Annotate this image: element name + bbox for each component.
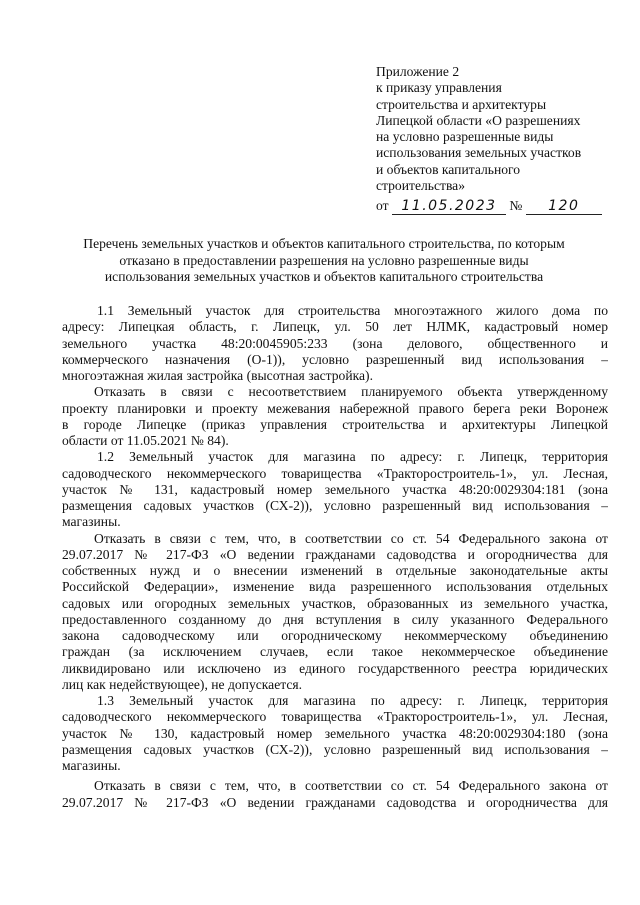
appendix-line: Липецкой области «О разрешениях bbox=[376, 112, 581, 128]
text-line: 29.07.2017 № 217-ФЗ «О ведении гражданами садоводства и огородничества для bbox=[62, 794, 608, 810]
appendix-line: Приложение 2 bbox=[376, 64, 460, 79]
document-body bbox=[62, 303, 608, 811]
text-line: области от 11.05.2021 № 84). bbox=[62, 433, 229, 448]
appendix-line: на условно разрешенные виды bbox=[376, 129, 554, 145]
text-line: земельного участка 48:20:0045905:233 (зона делового, общественного и bbox=[62, 335, 608, 351]
text-line: граждан (за исключением случаев, если такое некоммерческое объединение bbox=[62, 644, 608, 660]
text-line: 1.2 Земельный участок для магазина по адресу: г. Липецк, территория bbox=[97, 449, 608, 465]
text-line: Отказать в связи с тем, что, в соответствии со ст. 54 Федерального закона от bbox=[94, 778, 608, 794]
text-line: в городе Липецке (приказ управления строительства и архитектуры Липецкой bbox=[62, 416, 608, 432]
order-date-handwritten: 11.05.2023 bbox=[392, 199, 506, 215]
text-line: многоэтажная жилая застройка (высотная застройка). bbox=[62, 368, 373, 383]
text-line: Отказать в связи с тем, что, в соответствии со ст. 54 Федерального закона от bbox=[94, 530, 608, 546]
appendix-line: строительства и архитектуры bbox=[376, 96, 547, 112]
text-line: Российской Федерации», изменение вида разрешенного использования отдельных bbox=[62, 579, 608, 595]
document-title bbox=[48, 236, 600, 286]
text-line: магазины. bbox=[62, 514, 121, 530]
title-line: Перечень земельных участков и объектов капитального строительства, по которым bbox=[83, 236, 565, 251]
text-line: закона садоводческому или огородническому некоммерческому объединению bbox=[62, 628, 608, 643]
appendix-line: строительства» bbox=[376, 178, 466, 194]
paragraph-item-1-2 bbox=[62, 449, 608, 530]
text-line: садовых или огородных земельных участков, образованных из земельного участка, bbox=[62, 595, 608, 611]
text-line: участок № 131, кадастровый номер земельного участка 48:20:0029304:181 (зона bbox=[62, 481, 608, 497]
text-line: ликвидировано или исключено из единого государственного реестра юридических bbox=[62, 660, 608, 676]
paragraph-refusal-3 bbox=[62, 778, 608, 811]
text-line: коммерческого назначения (О-1)), условно разрешенный вид использования – bbox=[62, 351, 608, 367]
text-line: размещения садовых участков (СХ-2)), условно разрешенный вид использования – bbox=[62, 498, 608, 513]
title-line: отказано в предоставлении разрешения на условно разрешенные виды bbox=[119, 252, 529, 268]
text-line: лиц как недействующее), не допускается. bbox=[62, 676, 303, 692]
order-date-number bbox=[376, 198, 616, 215]
paragraph-refusal-1 bbox=[62, 384, 608, 449]
appendix-line: к приказу управления bbox=[376, 80, 502, 96]
text-line: Отказать в связи с несоответствием планируемого объекта утвержденному bbox=[94, 384, 608, 400]
paragraph-item-1-1 bbox=[62, 303, 608, 384]
order-prefix: от bbox=[376, 198, 389, 214]
text-line: садоводческого некоммерческого товарищества «Тракторостроитель-1», ул. Лесная, bbox=[62, 709, 608, 725]
text-line: 1.1 Земельный участок для строительства многоэтажного жилого дома по bbox=[97, 303, 608, 318]
order-number-handwritten: 120 bbox=[526, 199, 602, 215]
text-line: размещения садовых участков (СХ-2)), условно разрешенный вид использования – bbox=[62, 741, 608, 757]
text-line: участок № 130, кадастровый номер земельного участка 48:20:0029304:180 (зона bbox=[62, 725, 608, 741]
appendix-header bbox=[376, 64, 616, 215]
text-line: адресу: Липецкая область, г. Липецк, ул. 50 лет НЛМК, кадастровый номер bbox=[62, 319, 608, 335]
appendix-line: использования земельных участков bbox=[376, 145, 582, 161]
paragraph-refusal-2 bbox=[62, 531, 608, 694]
title-line: использования земельных участков и объектов капитального строительства bbox=[104, 269, 544, 285]
text-line: магазины. bbox=[62, 758, 121, 773]
text-line: 1.3 Земельный участок для магазина по адресу: г. Липецк, территория bbox=[97, 693, 608, 708]
text-line: предоставленного созданному до дня вступления в силу указанного Федерального bbox=[62, 611, 608, 627]
text-line: 29.07.2017 № 217-ФЗ «О ведении гражданами садоводства и огородничества для bbox=[62, 546, 608, 562]
appendix-line: и объектов капитального bbox=[376, 161, 521, 177]
number-sign: № bbox=[509, 198, 523, 214]
paragraph-item-1-3 bbox=[62, 693, 608, 774]
text-line: собственных нужд и о внесении изменений в отдельные законодательные акты bbox=[62, 563, 608, 578]
text-line: садоводческого некоммерческого товарищества «Тракторостроитель-1», ул. Лесная, bbox=[62, 465, 608, 481]
text-line: проекту планировки и проекту межевания набережной правого берега реки Воронеж bbox=[62, 400, 608, 416]
